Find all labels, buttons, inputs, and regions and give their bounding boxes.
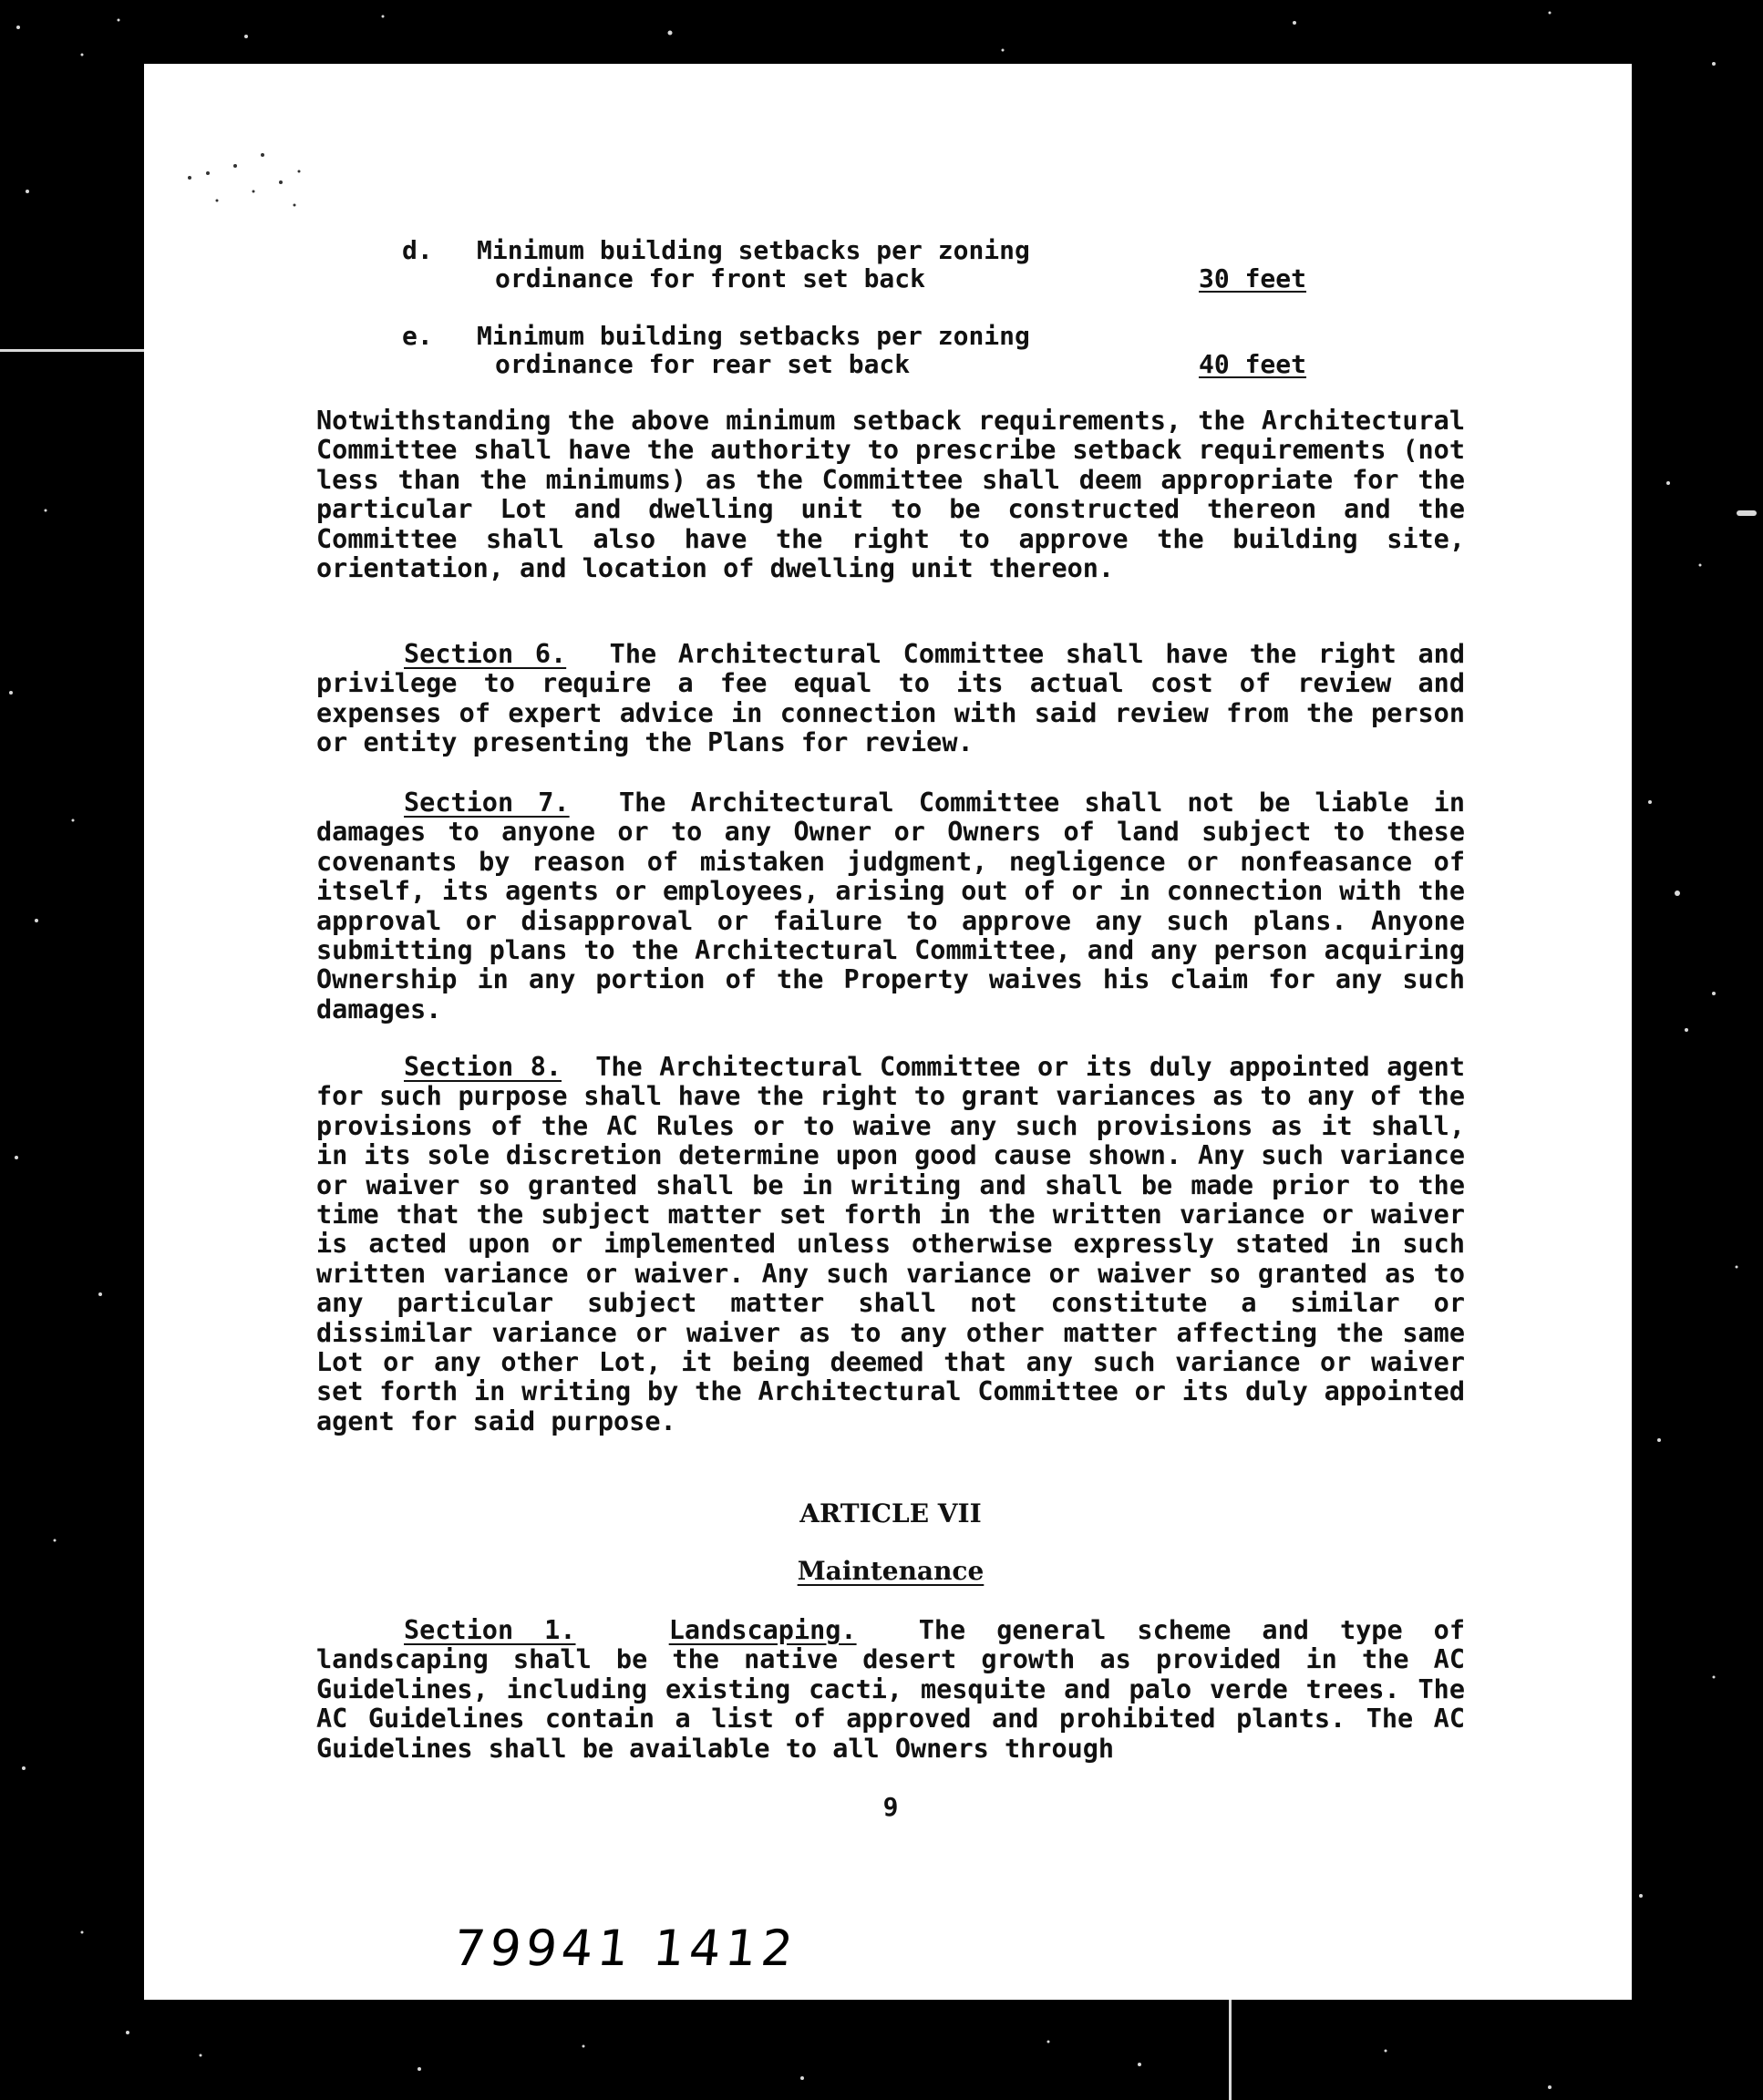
notwithstanding-paragraph: Notwithstanding the above minimum setback requirements, the Architectural Committee shall have the authority to prescribe setback requirements (not less than the minimums) as the Committee shall deem appropriate for the particular Lot and dwelling unit to be constructed thereon and the Committee shall also have the right to approve the building site, orientation, and location of dwelling unit thereon. [316,406,1465,584]
article-title: ARTICLE VII [799,1498,982,1529]
section-7-text: The Architectural Committee shall not be liable in damages to anyone or to any Owner or Owners of land subject to these covenants by reason of mistaken judgment, negligence or nonfeasance of itself, its agents or employees, arising out of or in connection with the approval or disapproval or failure to approve any such plans. Anyone submitting plans to the Architectural Committee, and any person acquiring Ownership in any portion of the Property waives his claim for any such damages. [316,788,1465,1024]
section-1-subheading: Landscaping. [668,1615,857,1645]
article-subtitle-row [316,1556,1465,1586]
item-text-line1: Minimum building setbacks per zoning [477,235,1030,265]
section-8-text: The Architectural Committee or its duly appointed agent for such purpose shall have the right to grant variances as to any of the provisions of the AC Rules or to waive any such provisions as it shall, in its sole discretion determine upon good cause shown. Any such variance or waiver so granted shall be in writing and shall be made prior to the time that the subject matter set forth in the written variance or waiver is acted upon or implemented unless otherwise expressly stated in such written variance or waiver. Any such variance or waiver so granted as to any particular subject matter shall not constitute a similar or dissimilar variance or waiver as to any other matter affecting the same Lot or any other Lot, it being deemed that any such variance or waiver set forth in writing by the Architectural Committee or its duly appointed agent for said purpose. [316,1052,1466,1436]
section-6-text: The Architectural Committee shall have the right and privilege to require a fee equal to its actual cost of review and expenses of expert advice in connection with said review from the person or entity presenting the Plans for review. [316,639,1465,758]
item-letter: e. [402,321,433,351]
article-subtitle: Maintenance [797,1556,985,1586]
section-1-text: The general scheme and type of landscaping shall be the native desert growth as provided in the AC Guidelines, including existing cacti, mesquite and palo verde trees. The AC Guidelines contain a list of approved and prohibited plants. The AC Guidelines shall be available to all Owners through [316,1615,1465,1764]
item-text-line2: ordinance for front set back [495,263,926,293]
section-6-heading: Section 6. [404,639,567,669]
handwritten-number: 79941 1412 [450,1920,800,1977]
section-7-paragraph [316,788,1465,1024]
section-1-paragraph [316,1616,1465,1764]
setback-value: 30 feet [1199,263,1307,293]
item-letter: d. [402,235,433,265]
section-7-heading: Section 7. [404,788,570,818]
section-6-paragraph [316,640,1465,758]
scan-specks [162,128,345,237]
document-page [144,64,1632,2000]
section-8-heading: Section 8. [404,1052,562,1082]
item-text-line1: Minimum building setbacks per zoning [477,321,1030,351]
item-text-line2: ordinance for rear set back [495,349,911,379]
section-8-paragraph [316,1053,1465,1436]
setback-value: 40 feet [1199,349,1307,379]
section-1-heading: Section 1. [404,1615,576,1645]
page-number: 9 [882,1792,899,1822]
